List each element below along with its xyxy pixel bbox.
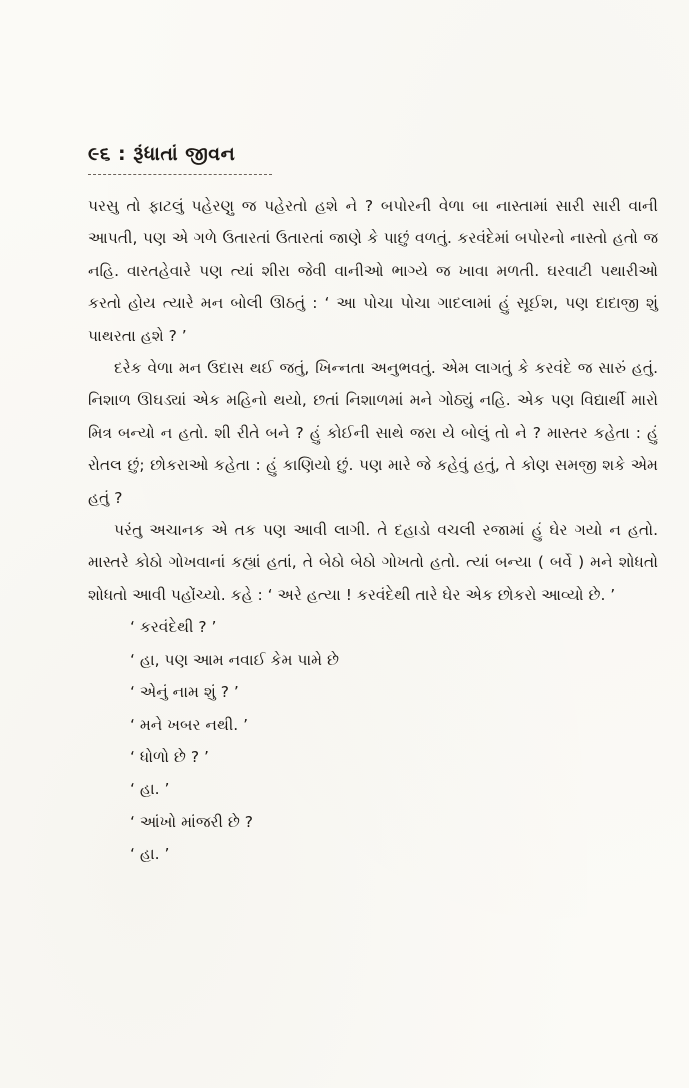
- dialogue-line-2: ‘ હા, પણ આમ નવાઈ કેમ પામે છે: [130, 650, 340, 669]
- dialogue-line-8: ‘ હા. ’: [130, 845, 170, 864]
- body-text: [88, 190, 658, 871]
- paragraph-2: દરેક વેળા મન ઉદાસ થઈ જતું, ખિન્નતા અનુભવતું. એમ લાગતું કે કરવંદે જ સારું હતું. નિશાળ ઊઘડ્યાં એક મહિનો થયો, છતાં નિશાળમાં મને ગોઠ્યું નહિ. એક પણ વિદ્યાર્થી મારો મિત્ર બન્યો ન હતો. શી રીતે બને ? હું કોઈની સાથે જરા યે બોલું તો ને ? માસ્તર કહેતા : હું રોતલ છું; છોકરાઓ કહેતા : હું કાણિયો છું. પણ મારે જે કહેવું હતું, તે કોણ સમજી શકે એમ હતું ?: [88, 359, 658, 507]
- header-underline: [88, 174, 272, 175]
- dialogue-line-1: ‘ કરવંદેથી ? ’: [130, 618, 217, 637]
- paragraph-1: પરસુ તો ફાટલું પહેરણુ જ પહેરતો હશે ને ? બપોરની વેળા બા નાસ્તામાં સારી સારી વાની આપતી, પણ એ ગળે ઉતારતાં ઉતારતાં જાણે કે પાછું વળતું. કરવંદેમાં બપોરનો નાસ્તો હતો જ નહિ. વારતહેવારે પણ ત્યાં શીરા જેવી વાનીઓ ભાગ્યે જ ખાવા મળતી. ઘરવાટી પથારીઓ કરતો હોય ત્યારે મન બોલી ઊઠતું : ‘ આ પોચા પોચા ગાદલામાં હું સૂઈશ, પણ દાદાજી શું પાથરતા હશે ? ’: [88, 197, 658, 345]
- dialogue-line-5: ‘ ધોળો છે ? ’: [130, 747, 209, 766]
- dialogue-line-3: ‘ એનું નામ શું ? ’: [130, 683, 239, 702]
- paragraph-3: પરંતુ અચાનક એ તક પણ આવી લાગી. તે દહાડો વચલી રજામાં હું ઘેર ગયો ન હતો. માસ્તરે કોઠો ગોખવાનાં કહ્યાં હતાં, તે બેઠો બેઠો ગોખતો હતો. ત્યાં બન્યા ( બર્વે ) મને શોધતો શોધતો આવી પહોંચ્યો. કહે : ‘ અરે હત્યા ! કરવંદેથી તારે ઘેર એક છોકરો આવ્યો છે. ’: [88, 521, 658, 604]
- page-header: ૯૬ : રૂંધાતાં જીવન: [88, 143, 236, 165]
- dialogue-line-6: ‘ હા. ’: [130, 780, 170, 799]
- dialogue-line-4: ‘ મને ખબર નથી. ’: [130, 715, 249, 734]
- dialogue-line-7: ‘ આંખો માંજરી છે ?: [130, 812, 254, 831]
